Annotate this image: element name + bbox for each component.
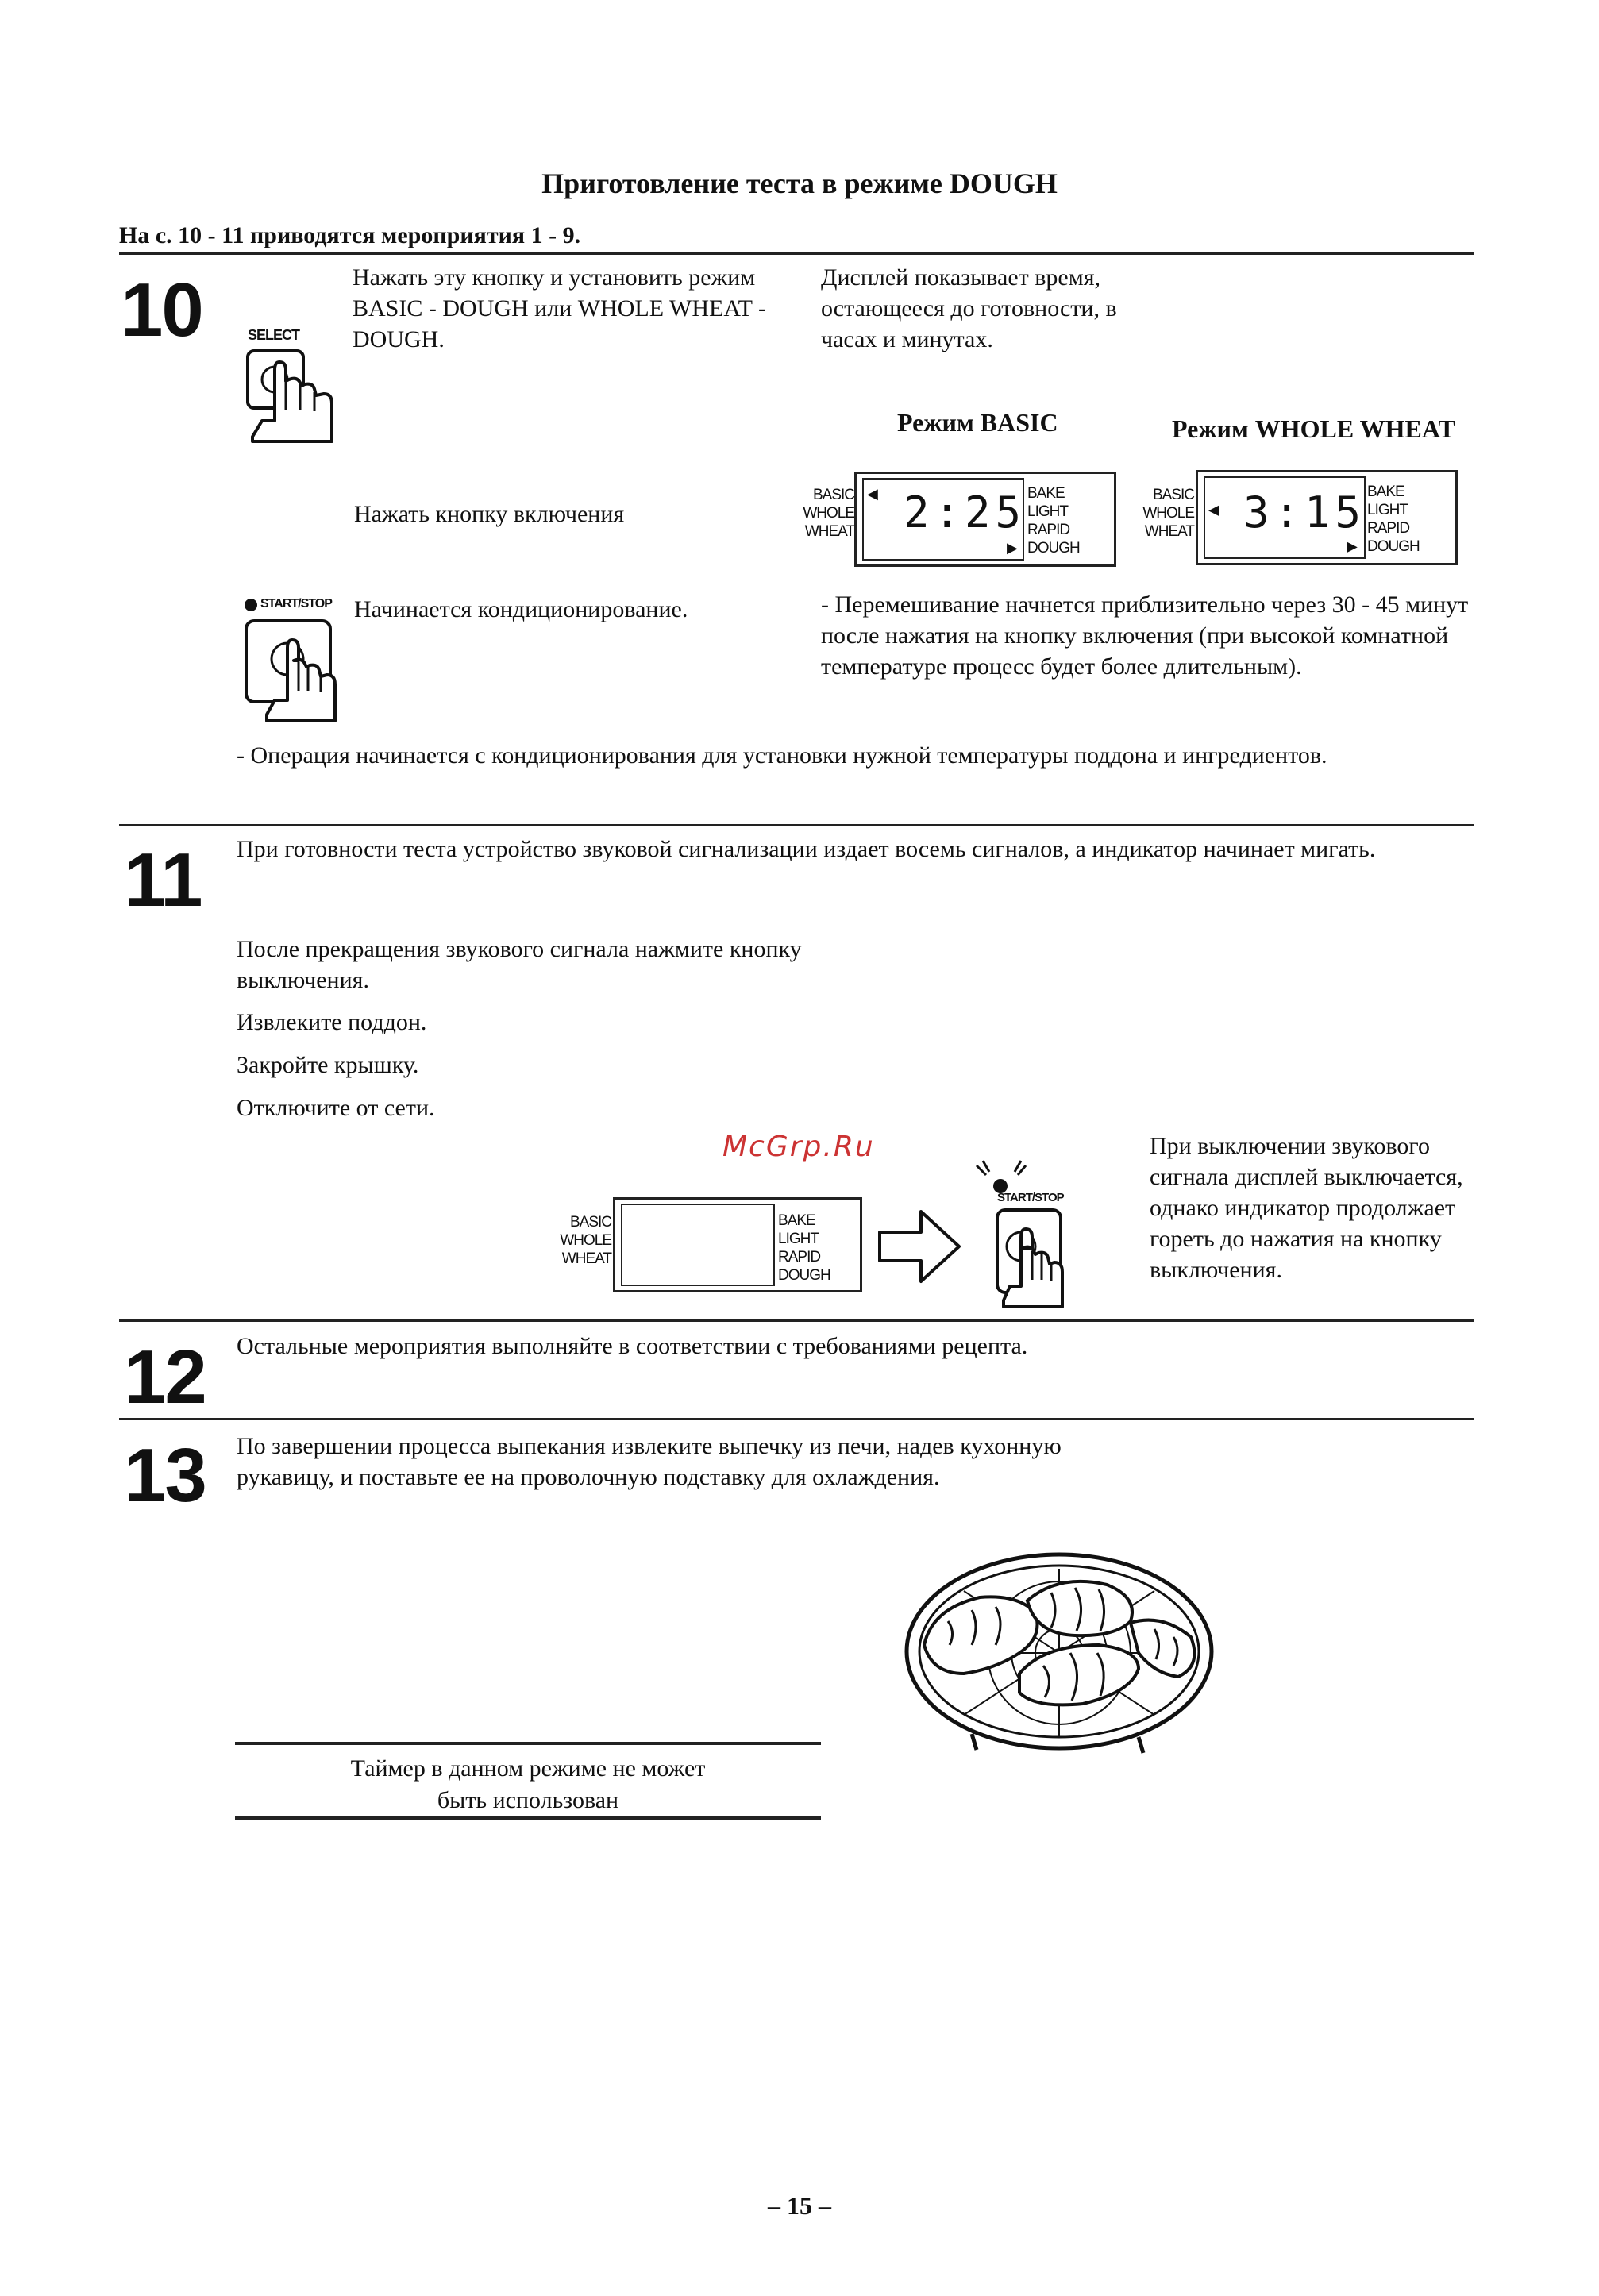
display-label: LIGHT [778,1231,819,1247]
display-label: WHOLE [1142,505,1194,522]
divider-top [119,252,1474,255]
timer-note-box [235,1742,821,1820]
page-number: – 15 – [768,2191,831,2220]
display-label: DOUGH [1367,538,1420,555]
display-label: WHOLE [560,1232,611,1249]
bread-on-rack-illustration [900,1534,1219,1761]
right-arrow-icon [877,1207,964,1286]
divider-step11 [119,824,1474,826]
display-ww-right-labels [1367,483,1420,556]
display-label: BASIC [812,487,854,503]
remove-pan-text: Извлеките поддон. [237,1009,427,1035]
display-remaining-text: Дисплей показывает время, остающееся до готовности, в часах и минутах. [821,264,1117,352]
display-off-right-labels [778,1212,830,1285]
page-title: Приготовление теста в режиме DOUGH [541,168,1058,199]
display-label: BAKE [778,1212,815,1229]
display-label: WHEAT [804,523,854,540]
step-13-text: По завершении процесса выпекания извлеките выпечку из печи, надев кухонную рукавицу, и поставьте ее на проволочную подставку для охлаждения. [237,1433,1062,1490]
startstop-button-icon [243,618,338,724]
display-label: RAPID [1367,520,1410,537]
display-label: BASIC [1152,487,1194,503]
step-10-number: 10 [121,268,202,352]
ready-text: При готовности теста устройство звуковой сигнализации издает восемь сигналов, а индикатор начинает мигать. [237,836,1376,862]
display-label: RAPID [1027,522,1070,538]
display-label: RAPID [778,1249,821,1265]
display-label: WHOLE [803,505,854,522]
display-ww-left-arrow: ◀ [1208,502,1219,518]
display-basic-right-arrow: ▶ [1007,540,1018,556]
mode-ww-title: Режим WHOLE WHEAT [1172,414,1455,443]
watermark: McGrp.Ru [722,1131,875,1163]
display-label: BAKE [1027,485,1065,502]
display-label: BASIC [569,1214,611,1231]
step-11-number: 11 [124,838,202,923]
startstop-dot-icon [245,599,257,611]
display-ww-right-arrow: ▶ [1347,538,1358,554]
select-instruction: Нажать эту кнопку и установить режим BASIC - DOUGH или WHOLE WHEAT - DOUGH. [353,264,766,352]
unplug-text: Отключите от сети. [237,1095,435,1121]
display-basic-right-labels [1027,484,1080,557]
step-13-number: 13 [124,1433,206,1518]
press-start-text: Нажать кнопку включения [354,501,625,527]
divider-step13 [119,1418,1474,1420]
step-12-text: Остальные мероприятия выполняйте в соответствии с требованиями рецепта. [237,1333,1028,1359]
display-ww-left-labels [1135,486,1194,541]
timer-note-text: Таймер в данном режиме не может быть использован [350,1755,706,1813]
display-label: WHEAT [1144,523,1194,540]
display-off-text: При выключении звукового сигнала дисплей выключается, однако индикатор продолжает гореть до нажатия на кнопку выключения. [1150,1133,1463,1283]
step-12-number: 12 [124,1335,206,1420]
divider-step12 [119,1319,1474,1322]
display-label: DOUGH [1027,540,1080,557]
close-lid-text: Закройте крышку. [237,1052,419,1078]
display-label: BAKE [1367,483,1404,500]
mixing-note: - Перемешивание начнется приблизительно через 30 - 45 минут после нажатия на кнопку включения (при высокой комнатной температуре процесс будет более длительным). [821,591,1469,680]
conditioning-text: Начинается кондиционирование. [354,596,688,622]
startstop-label: START/STOP [260,597,332,611]
select-label: SELECT [248,327,300,343]
startstop-label-beep: START/STOP [997,1191,1064,1204]
display-label: LIGHT [1027,503,1068,520]
operation-note: - Операция начинается с кондиционирования для установки нужной температуры поддона и ингредиентов. [237,742,1327,769]
display-label: LIGHT [1367,502,1408,518]
mode-basic-title: Режим BASIC [897,408,1058,437]
press-off-text: После прекращения звукового сигнала нажмите кнопку выключения. [237,936,802,993]
display-label: DOUGH [778,1267,830,1284]
display-off-screen [621,1204,775,1286]
select-button-icon [245,348,338,445]
display-label: WHEAT [561,1250,611,1267]
page-subtitle: На с. 10 - 11 приводятся мероприятия 1 - 9. [119,222,581,248]
display-off-left-labels [548,1213,611,1268]
display-basic-left-labels [796,486,854,541]
display-ww-time: 3:15 [1243,487,1366,537]
startstop-beep-button-icon [983,1207,1065,1310]
display-basic-time: 2:25 [904,487,1027,537]
display-basic-left-arrow: ◀ [867,486,878,502]
